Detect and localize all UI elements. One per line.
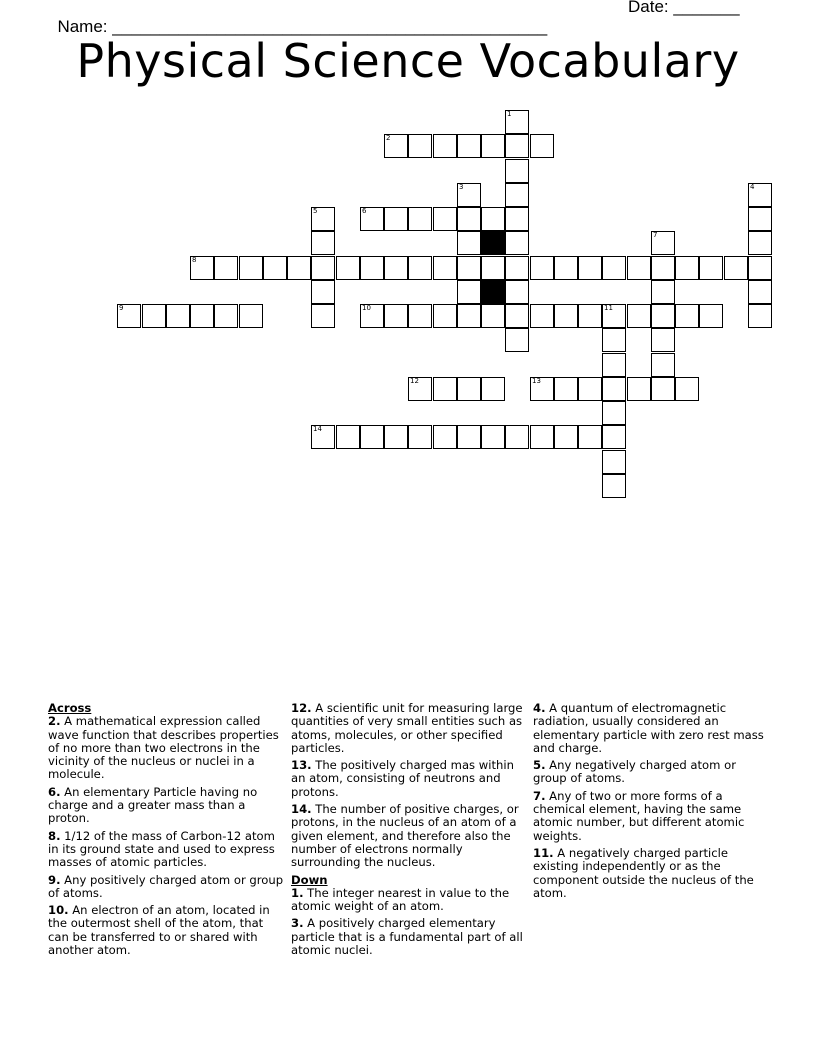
clue-number: 13. bbox=[291, 758, 312, 773]
crossword-cell[interactable] bbox=[384, 134, 408, 158]
crossword-cell[interactable] bbox=[554, 256, 578, 280]
crossword-cell[interactable] bbox=[311, 231, 335, 255]
cell-number: 10 bbox=[362, 304, 371, 312]
crossword-cell[interactable] bbox=[530, 134, 554, 158]
clue-text: The number of positive charges, or protons, in the nucleus of an atom of a given element, and therefore also the number of electrons normally surrounding the nucleus. bbox=[291, 802, 519, 870]
crossword-cell[interactable] bbox=[505, 328, 529, 352]
date-line: Date: _______ bbox=[628, 0, 740, 16]
crossword-cell[interactable] bbox=[602, 256, 626, 280]
crossword-black-cell bbox=[481, 280, 505, 304]
crossword-cell[interactable] bbox=[651, 256, 675, 280]
crossword-cell[interactable] bbox=[602, 450, 626, 474]
clue-text: The positively charged mas within an atom, consisting of neutrons and protons. bbox=[291, 758, 514, 799]
clue-across-6 bbox=[48, 786, 284, 826]
crossword-cell[interactable] bbox=[190, 256, 214, 280]
crossword-cell[interactable] bbox=[408, 304, 432, 328]
crossword-cell[interactable] bbox=[675, 256, 699, 280]
clue-number: 12. bbox=[291, 701, 312, 715]
crossword-cell[interactable] bbox=[651, 231, 675, 255]
crossword-cell[interactable] bbox=[457, 134, 481, 158]
crossword-cell[interactable] bbox=[699, 304, 723, 328]
crossword-cell[interactable] bbox=[675, 377, 699, 401]
clue-number: 8. bbox=[48, 828, 61, 843]
crossword-cell[interactable] bbox=[481, 425, 505, 449]
crossword-cell[interactable] bbox=[360, 304, 384, 328]
crossword-cell[interactable] bbox=[481, 377, 505, 401]
crossword-cell[interactable] bbox=[481, 256, 505, 280]
crossword-cell[interactable] bbox=[214, 304, 238, 328]
crossword-grid bbox=[0, 0, 816, 520]
crossword-cell[interactable] bbox=[384, 207, 408, 231]
clue-across-9 bbox=[48, 874, 284, 901]
crossword-cell[interactable] bbox=[530, 256, 554, 280]
cell-number: 5 bbox=[313, 207, 318, 215]
crossword-cell[interactable] bbox=[651, 353, 675, 377]
crossword-cell[interactable] bbox=[505, 256, 529, 280]
crossword-cell[interactable] bbox=[457, 377, 481, 401]
clue-text: A positively charged elementary particle that is a fundamental part of all atomic nuclei. bbox=[291, 916, 523, 958]
crossword-cell[interactable] bbox=[142, 304, 166, 328]
crossword-cell[interactable] bbox=[748, 304, 772, 328]
cell-number: 2 bbox=[386, 134, 391, 142]
cell-number: 1 bbox=[507, 110, 512, 118]
crossword-cell[interactable] bbox=[505, 304, 529, 328]
crossword-cell[interactable] bbox=[651, 304, 675, 328]
crossword-cell[interactable] bbox=[457, 183, 481, 207]
cell-number: 6 bbox=[362, 207, 367, 215]
down-heading: Down bbox=[291, 872, 328, 887]
crossword-cell[interactable] bbox=[602, 353, 626, 377]
crossword-cell[interactable] bbox=[748, 207, 772, 231]
clues-column-2 bbox=[291, 702, 527, 961]
crossword-cell[interactable] bbox=[627, 377, 651, 401]
clue-number: 2. bbox=[48, 714, 61, 729]
crossword-cell[interactable] bbox=[408, 377, 432, 401]
crossword-cell[interactable] bbox=[311, 280, 335, 304]
crossword-cell[interactable] bbox=[457, 425, 481, 449]
crossword-cell[interactable] bbox=[311, 207, 335, 231]
crossword-cell[interactable] bbox=[602, 377, 626, 401]
crossword-cell[interactable] bbox=[433, 134, 457, 158]
crossword-cell[interactable] bbox=[457, 280, 481, 304]
crossword-cell[interactable] bbox=[481, 134, 505, 158]
crossword-cell[interactable] bbox=[602, 328, 626, 352]
cell-number: 11 bbox=[604, 304, 613, 312]
clue-text: A scientific unit for measuring large quantities of very small entities such as atoms, molecules, or other specified particles. bbox=[291, 701, 523, 755]
clue-text: A quantum of electromagnetic radiation, usually considered an elementary particle with zero rest mass and charge. bbox=[533, 701, 764, 755]
crossword-cell[interactable] bbox=[602, 474, 626, 498]
clue-text: An elementary Particle having no charge and a greater mass than a proton. bbox=[48, 784, 258, 826]
crossword-cell[interactable] bbox=[505, 425, 529, 449]
crossword-cell[interactable] bbox=[360, 425, 384, 449]
clue-across-12 bbox=[291, 702, 527, 755]
crossword-cell[interactable] bbox=[505, 183, 529, 207]
crossword-cell[interactable] bbox=[627, 304, 651, 328]
clue-number: 5. bbox=[533, 758, 546, 773]
across-heading: Across bbox=[48, 701, 92, 715]
crossword-cell[interactable] bbox=[336, 256, 360, 280]
clue-down-3 bbox=[291, 917, 527, 957]
crossword-cell[interactable] bbox=[239, 304, 263, 328]
crossword-cell[interactable] bbox=[457, 231, 481, 255]
clue-text: Any negatively charged atom or group of atoms. bbox=[533, 758, 736, 786]
crossword-cell[interactable] bbox=[530, 377, 554, 401]
clue-number: 4. bbox=[533, 701, 546, 715]
crossword-cell[interactable] bbox=[505, 134, 529, 158]
clue-number: 10. bbox=[48, 903, 69, 918]
crossword-cell[interactable] bbox=[699, 256, 723, 280]
cell-number: 12 bbox=[410, 377, 419, 385]
crossword-cell[interactable] bbox=[117, 304, 141, 328]
crossword-cell[interactable] bbox=[578, 377, 602, 401]
crossword-cell[interactable] bbox=[384, 425, 408, 449]
crossword-cell[interactable] bbox=[578, 304, 602, 328]
clue-text: Any of two or more forms of a chemical element, having the same atomic number, but different atomic weights. bbox=[533, 788, 745, 843]
crossword-cell[interactable] bbox=[651, 280, 675, 304]
crossword-cell[interactable] bbox=[433, 256, 457, 280]
crossword-black-cell bbox=[481, 231, 505, 255]
crossword-cell[interactable] bbox=[505, 207, 529, 231]
crossword-cell[interactable] bbox=[287, 256, 311, 280]
clue-across-8 bbox=[48, 830, 284, 870]
crossword-cell[interactable] bbox=[505, 231, 529, 255]
clue-text: The integer nearest in value to the atomic weight of an atom. bbox=[291, 885, 510, 914]
crossword-cell[interactable] bbox=[457, 304, 481, 328]
crossword-cell[interactable] bbox=[748, 256, 772, 280]
clue-down-1 bbox=[291, 887, 527, 914]
crossword-cell[interactable] bbox=[602, 425, 626, 449]
crossword-cell[interactable] bbox=[263, 256, 287, 280]
cell-number: 4 bbox=[750, 183, 755, 191]
crossword-cell[interactable] bbox=[433, 304, 457, 328]
crossword-cell[interactable] bbox=[408, 134, 432, 158]
crossword-cell[interactable] bbox=[505, 280, 529, 304]
cell-number: 9 bbox=[119, 304, 124, 312]
crossword-cell[interactable] bbox=[433, 207, 457, 231]
cell-number: 3 bbox=[459, 183, 464, 191]
crossword-cell[interactable] bbox=[384, 304, 408, 328]
crossword-cell[interactable] bbox=[627, 256, 651, 280]
crossword-cell[interactable] bbox=[408, 256, 432, 280]
cell-number: 13 bbox=[532, 377, 541, 385]
crossword-cell[interactable] bbox=[481, 207, 505, 231]
crossword-cell[interactable] bbox=[311, 304, 335, 328]
clue-across-10 bbox=[48, 904, 284, 957]
cell-number: 7 bbox=[653, 231, 658, 239]
clue-text: A mathematical expression called wave function that describes properties of no more than two electrons in the vicinity of the nucleus or nuclei in a molecule. bbox=[48, 714, 279, 782]
crossword-cell[interactable] bbox=[384, 256, 408, 280]
crossword-cell[interactable] bbox=[748, 183, 772, 207]
clues-column-3 bbox=[533, 702, 769, 904]
crossword-cell[interactable] bbox=[554, 425, 578, 449]
clue-number: 11. bbox=[533, 845, 554, 860]
clue-number: 9. bbox=[48, 872, 61, 887]
crossword-cell[interactable] bbox=[457, 207, 481, 231]
crossword-cell[interactable] bbox=[408, 425, 432, 449]
crossword-cell[interactable] bbox=[505, 159, 529, 183]
crossword-cell[interactable] bbox=[578, 425, 602, 449]
crossword-cell[interactable] bbox=[457, 256, 481, 280]
crossword-cell[interactable] bbox=[433, 377, 457, 401]
crossword-cell[interactable] bbox=[651, 377, 675, 401]
crossword-cell[interactable] bbox=[651, 328, 675, 352]
crossword-cell[interactable] bbox=[311, 256, 335, 280]
clues-column-1 bbox=[48, 702, 284, 961]
crossword-cell[interactable] bbox=[724, 256, 748, 280]
clue-down-7 bbox=[533, 790, 769, 843]
cell-number: 8 bbox=[192, 256, 197, 264]
clue-down-4 bbox=[533, 702, 769, 755]
crossword-cell[interactable] bbox=[602, 401, 626, 425]
clue-number: 1. bbox=[291, 885, 304, 900]
page-title: Physical Science Vocabulary bbox=[76, 34, 740, 88]
clue-number: 3. bbox=[291, 916, 304, 931]
clue-across-14 bbox=[291, 803, 527, 869]
clue-text: A negatively charged particle existing independently or as the component outside the nucleus of the atom. bbox=[533, 845, 754, 900]
crossword-cell[interactable] bbox=[408, 207, 432, 231]
cell-number: 14 bbox=[313, 425, 322, 433]
crossword-cell[interactable] bbox=[190, 304, 214, 328]
crossword-cell[interactable] bbox=[602, 304, 626, 328]
crossword-cell[interactable] bbox=[554, 377, 578, 401]
crossword-cell[interactable] bbox=[530, 304, 554, 328]
crossword-cell[interactable] bbox=[578, 256, 602, 280]
crossword-cell[interactable] bbox=[214, 256, 238, 280]
crossword-cell[interactable] bbox=[360, 207, 384, 231]
crossword-cell[interactable] bbox=[239, 256, 263, 280]
clue-number: 14. bbox=[291, 802, 312, 817]
clue-number: 7. bbox=[533, 788, 546, 803]
crossword-cell[interactable] bbox=[748, 280, 772, 304]
clue-across-13 bbox=[291, 759, 527, 799]
crossword-cell[interactable] bbox=[554, 304, 578, 328]
crossword-cell[interactable] bbox=[311, 425, 335, 449]
clue-down-5 bbox=[533, 759, 769, 786]
crossword-cell[interactable] bbox=[505, 110, 529, 134]
crossword-cell[interactable] bbox=[433, 425, 457, 449]
clue-across-2 bbox=[48, 715, 284, 781]
crossword-cell[interactable] bbox=[336, 425, 360, 449]
crossword-cell[interactable] bbox=[166, 304, 190, 328]
crossword-cell[interactable] bbox=[748, 231, 772, 255]
crossword-cell[interactable] bbox=[481, 304, 505, 328]
clue-text: An electron of an atom, located in the outermost shell of the atom, that can be transferred to or shared with another atom. bbox=[48, 903, 270, 958]
name-line: Name: ______________________________________________ bbox=[57, 17, 548, 36]
crossword-cell[interactable] bbox=[530, 425, 554, 449]
crossword-cell[interactable] bbox=[360, 256, 384, 280]
clue-text: Any positively charged atom or group of atoms. bbox=[48, 872, 284, 900]
clue-down-11 bbox=[533, 847, 769, 900]
clue-number: 6. bbox=[48, 784, 61, 799]
clue-text: 1/12 of the mass of Carbon-12 atom in its ground state and used to express masses of atomic particles. bbox=[48, 828, 275, 870]
crossword-cell[interactable] bbox=[675, 304, 699, 328]
